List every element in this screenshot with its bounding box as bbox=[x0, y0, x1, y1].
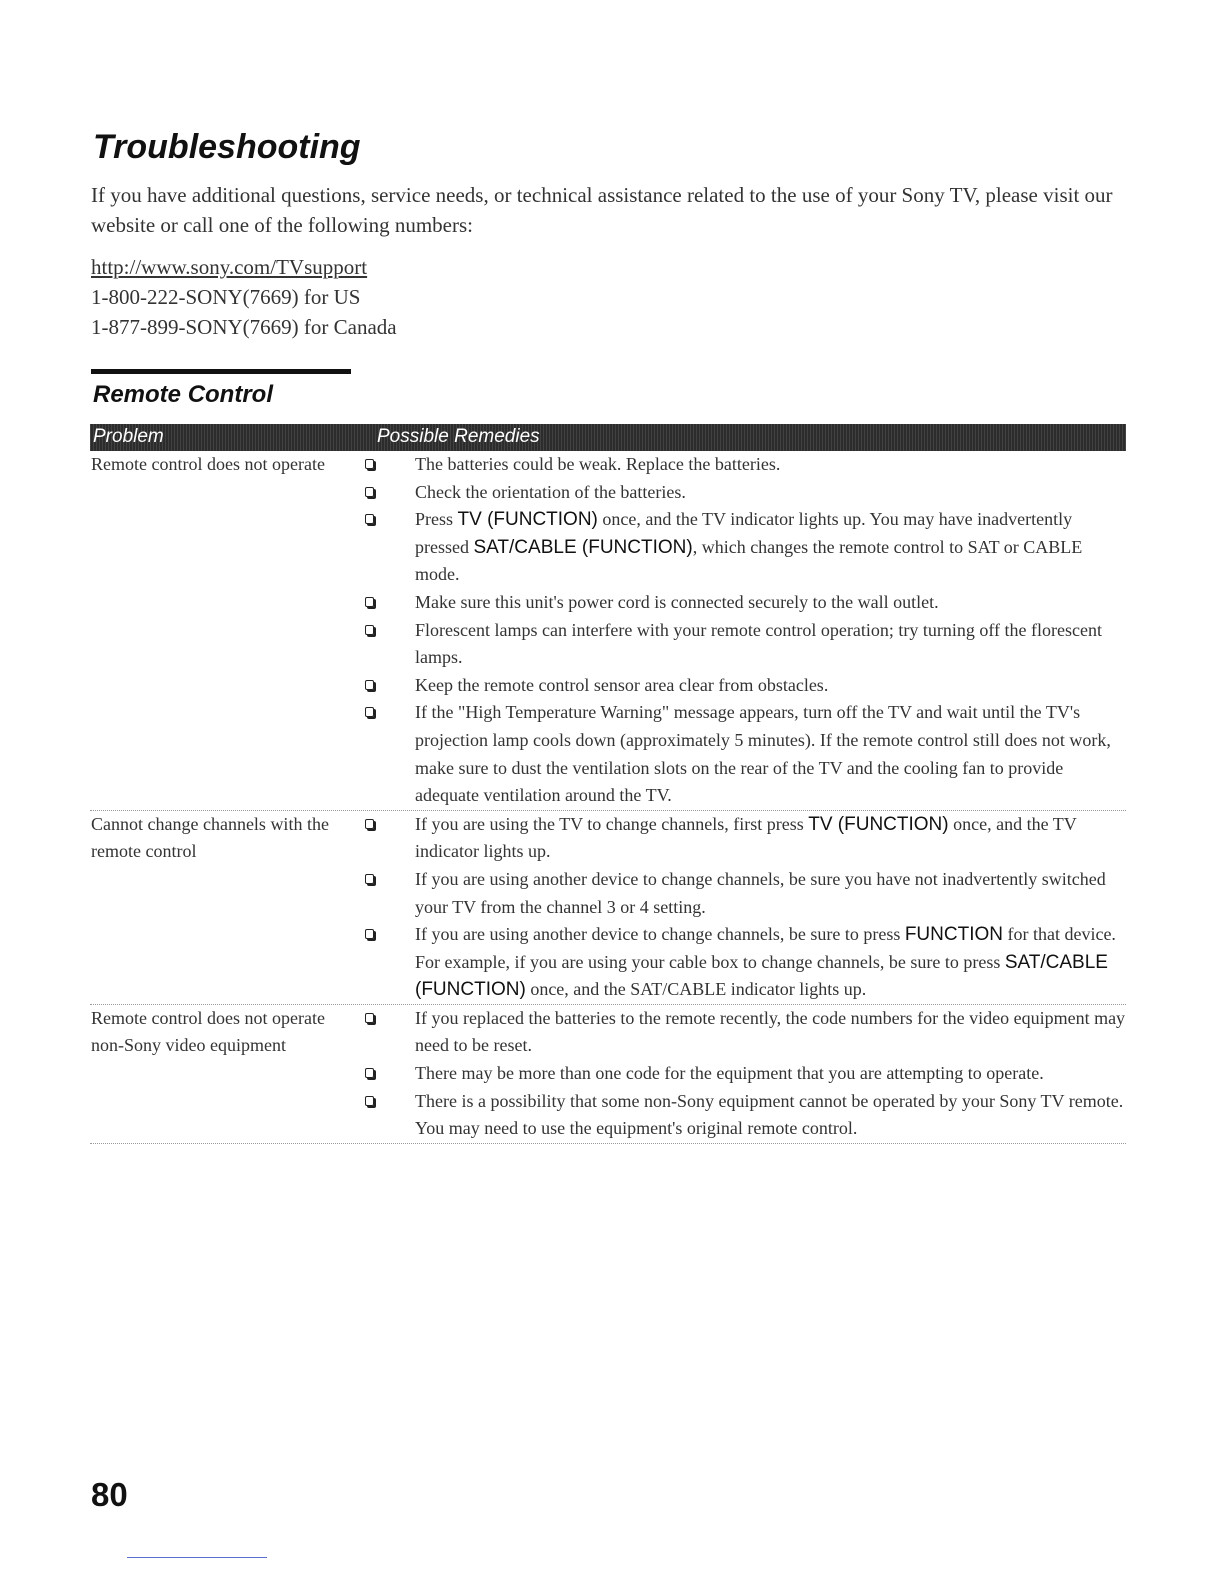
section-title: Remote Control bbox=[93, 381, 273, 408]
checkbox-bullet-icon bbox=[365, 680, 374, 690]
intro-paragraph: If you have additional questions, service needs, or technical assistance related to the use of your Sony TV, please visit our website or call one of the following numbers: bbox=[91, 183, 1113, 237]
phone-us: 1-800-222-SONY(7669) for US bbox=[91, 285, 361, 309]
remedy-item bbox=[353, 866, 1126, 921]
remedy-text: Make sure this unit's power cord is connected securely to the wall outlet. bbox=[415, 591, 939, 612]
remedy-item bbox=[353, 672, 1126, 700]
checkbox-bullet-icon bbox=[365, 487, 374, 497]
table-row bbox=[90, 1005, 1126, 1144]
remedy-item bbox=[353, 506, 1126, 589]
remedy-text: Press bbox=[415, 509, 458, 530]
remedy-text: If you are using another device to change channels, be sure you have not inadvertently switched your TV from the channel 3 or 4 setting. bbox=[415, 868, 1106, 917]
remedy-text: Check the orientation of the batteries. bbox=[415, 481, 686, 502]
button-name: SAT/CABLE (FUNCTION) bbox=[473, 536, 693, 558]
checkbox-bullet-icon bbox=[365, 1013, 374, 1023]
remedy-item bbox=[353, 1088, 1126, 1143]
remedy-text: once, and the TV indicator lights up. bbox=[415, 813, 1077, 862]
checkbox-bullet-icon bbox=[365, 514, 374, 524]
checkbox-bullet-icon bbox=[365, 819, 374, 829]
header-remedies: Possible Remedies bbox=[377, 426, 540, 447]
remedy-item bbox=[353, 1060, 1126, 1088]
table-row bbox=[90, 451, 1126, 811]
checkbox-bullet-icon bbox=[365, 625, 374, 635]
remedies-list bbox=[353, 1005, 1126, 1143]
checkbox-bullet-icon bbox=[365, 874, 374, 884]
remedy-text: once, and the TV indicator lights up. You may have inadvertently pressed bbox=[415, 509, 1073, 557]
remedy-item bbox=[353, 1005, 1126, 1060]
checkbox-bullet-icon bbox=[365, 929, 374, 939]
remedy-item bbox=[353, 699, 1126, 809]
table-body bbox=[90, 451, 1126, 1144]
remedy-item bbox=[353, 921, 1126, 1004]
remedy-text: If you are using another device to change channels, be sure to press bbox=[415, 924, 905, 945]
remedy-item bbox=[353, 617, 1126, 672]
remedies-list bbox=[353, 811, 1126, 1004]
phone-canada: 1-877-899-SONY(7669) for Canada bbox=[91, 315, 397, 339]
problem-cell: Remote control does not operate bbox=[91, 454, 325, 474]
remedy-text: There is a possibility that some non-Sony equipment cannot be operated by your Sony TV remote. You may need to use the equipment's original remote control. bbox=[415, 1090, 1124, 1139]
section-rule bbox=[91, 369, 351, 374]
button-name: FUNCTION bbox=[904, 924, 1003, 946]
remedy-text: once, and the SAT/CABLE indicator lights up. bbox=[525, 979, 867, 1000]
page-number: 80 bbox=[91, 1476, 128, 1513]
checkbox-bullet-icon bbox=[365, 459, 374, 469]
checkbox-bullet-icon bbox=[365, 707, 374, 717]
remedy-item bbox=[353, 811, 1126, 866]
support-url-link[interactable]: http://www.sony.com/TVsupport bbox=[91, 255, 368, 279]
checkbox-bullet-icon bbox=[365, 1096, 374, 1106]
button-name: SAT/CABLE (FUNCTION) bbox=[415, 951, 1108, 1001]
remedy-text: If you replaced the batteries to the remote recently, the code numbers for the video equipment may need to be reset. bbox=[415, 1007, 1126, 1056]
contact-info bbox=[91, 252, 791, 342]
remedy-text: If the "High Temperature Warning" message appears, turn off the TV and wait until the TV's projection lamp cools down (approximately 5 minutes). If the remote control still does not work, make sure to dust the ventilation slots on the rear of the TV and the cooling fan to provide adequate ventilation around the TV. bbox=[415, 702, 1111, 806]
remedy-item bbox=[353, 589, 1126, 617]
remedies-list bbox=[353, 451, 1126, 810]
remedy-item bbox=[353, 479, 1126, 507]
remedy-item bbox=[353, 451, 1126, 479]
remedy-text: for that device. For example, if you are using your cable box to change channels, be sure to press bbox=[415, 924, 1116, 972]
remedy-text: Keep the remote control sensor area clear from obstacles. bbox=[415, 674, 829, 695]
checkbox-bullet-icon bbox=[365, 1068, 374, 1078]
remedy-text: , which changes the remote control to SAT or CABLE mode. bbox=[415, 536, 1083, 585]
page-title: Troubleshooting bbox=[93, 128, 361, 166]
header-problem: Problem bbox=[93, 426, 164, 447]
button-name: TV (FUNCTION) bbox=[808, 813, 949, 835]
table-header bbox=[90, 424, 1126, 451]
problem-cell: Remote control does not operate non-Sony video equipment bbox=[91, 1007, 325, 1056]
checkbox-bullet-icon bbox=[365, 597, 374, 607]
footer-line bbox=[127, 1557, 267, 1558]
remedy-text: Florescent lamps can interfere with your remote control operation; try turning off the florescent lamps. bbox=[415, 619, 1102, 668]
remedy-text: If you are using the TV to change channels, first press bbox=[415, 813, 809, 834]
troubleshooting-table bbox=[90, 424, 1126, 1144]
problem-cell: Cannot change channels with the remote control bbox=[91, 813, 329, 862]
remedy-text: The batteries could be weak. Replace the batteries. bbox=[415, 454, 781, 474]
button-name: TV (FUNCTION) bbox=[457, 509, 598, 531]
table-row bbox=[90, 811, 1126, 1005]
remedy-text: There may be more than one code for the equipment that you are attempting to operate. bbox=[415, 1063, 1044, 1084]
